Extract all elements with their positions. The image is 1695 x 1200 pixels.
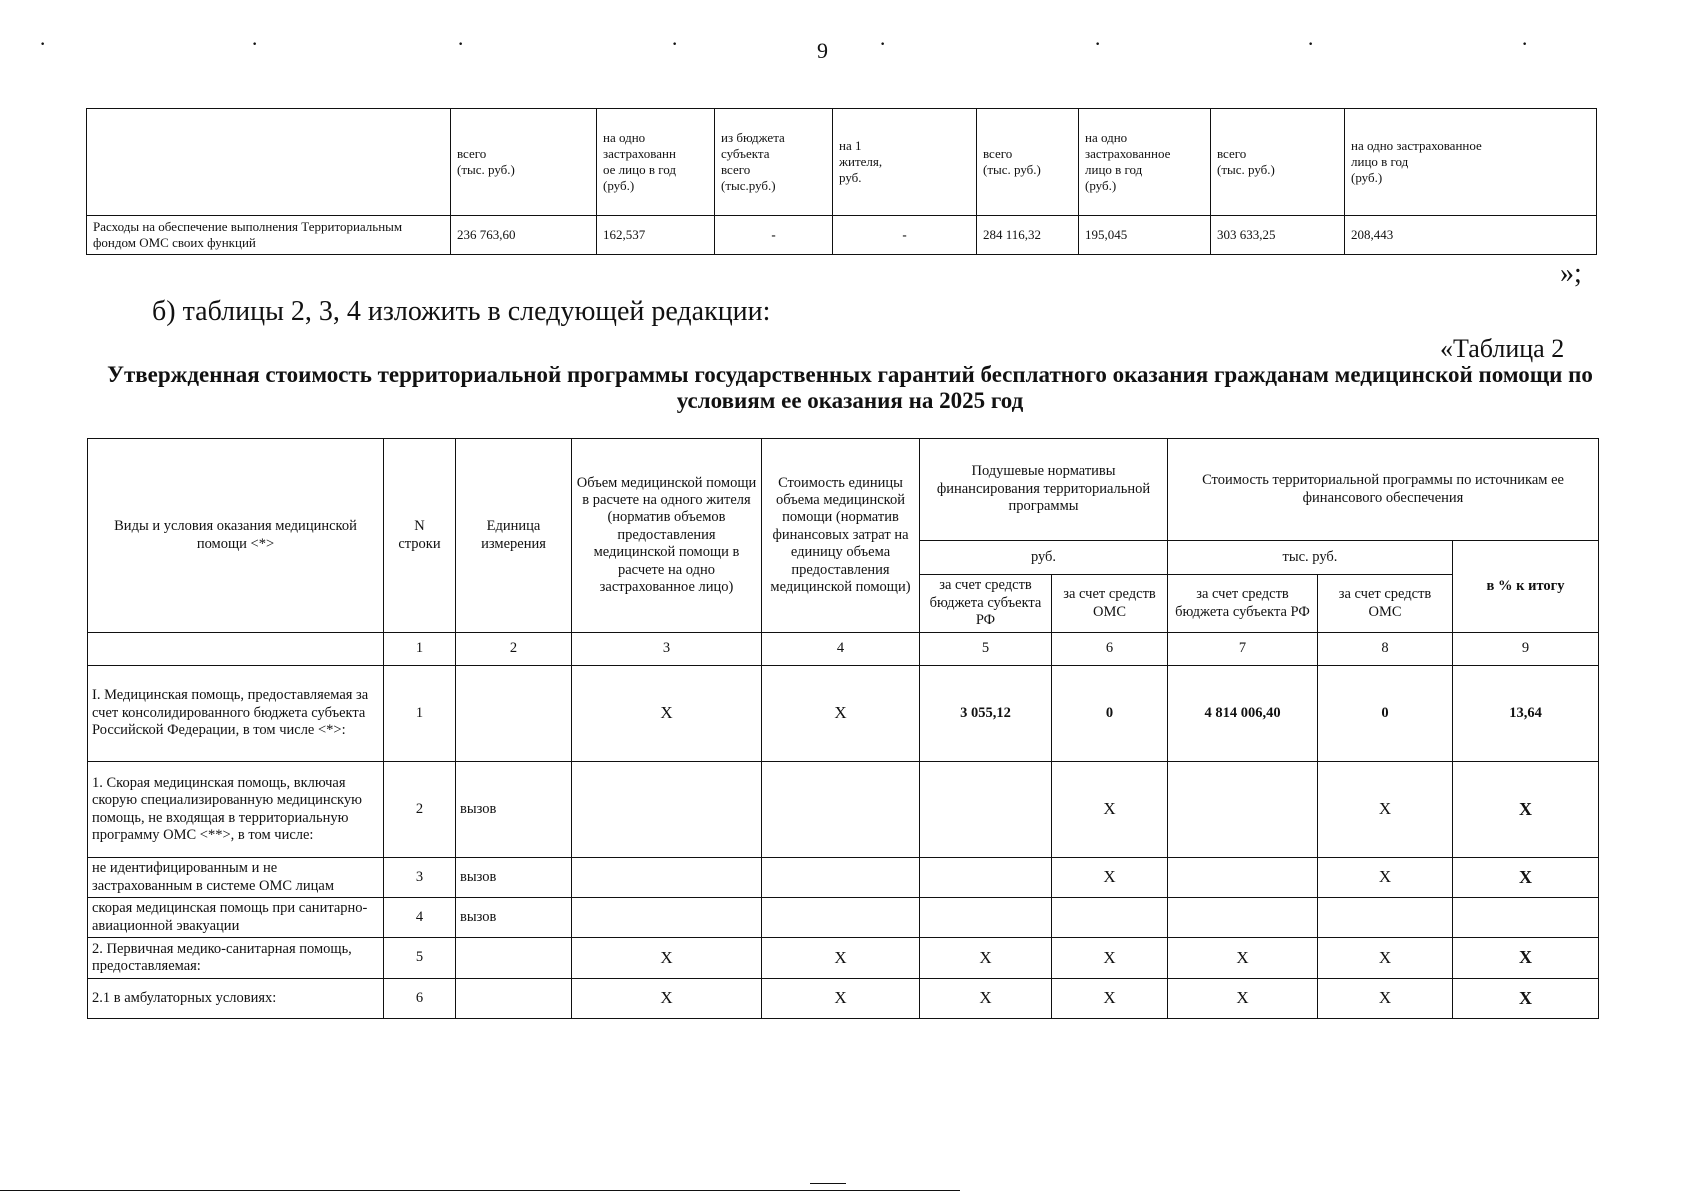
table-row — [88, 762, 1599, 858]
row-name: не идентифицированным и не застрахованным в системе ОМС лицам — [88, 858, 384, 898]
footer-dash — [810, 1183, 846, 1184]
top-header-cell — [833, 109, 977, 216]
row-budget-thrub: 4 814 006,40 — [1168, 666, 1318, 762]
table-row — [88, 898, 1599, 938]
main-table — [87, 438, 1599, 1019]
row-percent: Х — [1453, 938, 1599, 979]
column-number: 8 — [1318, 633, 1453, 666]
scan-mark: · — [1522, 36, 1528, 53]
header-budget-rub: за счет средств бюджета субъекта РФ — [920, 575, 1052, 633]
row-oms-thrub: Х — [1318, 979, 1453, 1019]
row-budget-thrub — [1168, 858, 1318, 898]
header-unit-text: Единица измерения — [481, 518, 546, 552]
top-table-header-row — [87, 109, 1597, 216]
table-row — [88, 938, 1599, 979]
row-budget-rub: 3 055,12 — [920, 666, 1052, 762]
row-oms-rub — [1052, 898, 1168, 938]
row-percent: 13,64 — [1453, 666, 1599, 762]
top-header-text: на одно застрахованное лицо в год (руб.) — [1351, 137, 1482, 186]
row-name: скорая медицинская помощь при санитарно-авиационной эвакуации — [88, 898, 384, 938]
top-table — [86, 108, 1597, 255]
top-header-cell — [597, 109, 715, 216]
header-budget-thrub: за счет средств бюджета субъекта РФ — [1168, 575, 1318, 633]
top-header-cell — [1079, 109, 1211, 216]
row-oms-rub: Х — [1052, 938, 1168, 979]
row-budget-rub: Х — [920, 979, 1052, 1019]
column-number: 2 — [456, 633, 572, 666]
column-number: 6 — [1052, 633, 1168, 666]
header-percent: в % к итогу — [1453, 541, 1599, 633]
top-header-text: на одно застрахованн ое лицо в год (руб.) — [603, 129, 676, 194]
header-oms-rub: за счет средств ОМС — [1052, 575, 1168, 633]
row-oms-thrub — [1318, 898, 1453, 938]
top-row-cell: 208,443 — [1345, 216, 1597, 255]
row-unit-cost: Х — [762, 666, 920, 762]
row-budget-rub: Х — [920, 938, 1052, 979]
scan-mark: · — [672, 36, 678, 53]
table-row — [88, 666, 1599, 762]
table-row — [88, 979, 1599, 1019]
row-budget-thrub — [1168, 898, 1318, 938]
row-unit-cost — [762, 898, 920, 938]
row-percent — [1453, 898, 1599, 938]
row-percent: Х — [1453, 979, 1599, 1019]
row-unit-cost: Х — [762, 938, 920, 979]
header-unit — [456, 439, 572, 633]
row-name: I. Медицинская помощь, предоставляемая за счет консолидированного бюджета субъекта Российской Федерации, в том числе <*>: — [88, 666, 384, 762]
top-header-text: из бюджета субъекта всего (тыс.руб.) — [721, 129, 785, 194]
scan-mark: · — [458, 36, 464, 53]
scan-mark: · — [252, 36, 258, 53]
row-volume: Х — [572, 979, 762, 1019]
scan-mark: · — [1308, 36, 1314, 53]
row-name: 1. Скорая медицинская помощь, включая скорую специализированную медицинскую помощь, не входящая в территориальную программу ОМС <**>, в том числе: — [88, 762, 384, 858]
column-number: 9 — [1453, 633, 1599, 666]
header-rub: руб. — [920, 541, 1168, 575]
top-header-cell — [87, 109, 451, 216]
row-unit — [456, 979, 572, 1019]
header-row-number-text: N строки — [398, 518, 441, 552]
top-header-text: на одно застрахованное лицо в год (руб.) — [1085, 129, 1171, 194]
row-number: 5 — [384, 938, 456, 979]
row-percent: Х — [1453, 858, 1599, 898]
row-oms-rub: Х — [1052, 762, 1168, 858]
row-name: 2.1 в амбулаторных условиях: — [88, 979, 384, 1019]
row-number: 2 — [384, 762, 456, 858]
header-thousand-rub: тыс. руб. — [1168, 541, 1453, 575]
top-header-cell — [1211, 109, 1345, 216]
column-number: 7 — [1168, 633, 1318, 666]
row-unit — [456, 666, 572, 762]
scan-mark: · — [40, 36, 46, 53]
column-numbers-row — [88, 633, 1599, 666]
row-budget-rub — [920, 858, 1052, 898]
row-budget-thrub: Х — [1168, 979, 1318, 1019]
header-program-cost: Стоимость территориальной программы по источникам ее финансового обеспечения — [1168, 439, 1599, 541]
column-number: 5 — [920, 633, 1052, 666]
top-row-cell: 195,045 — [1079, 216, 1211, 255]
row-oms-rub: 0 — [1052, 666, 1168, 762]
row-volume: Х — [572, 938, 762, 979]
top-row-cell: 236 763,60 — [451, 216, 597, 255]
table-row — [88, 858, 1599, 898]
row-oms-rub: Х — [1052, 858, 1168, 898]
main-title: Утвержденная стоимость территориальной программы государственных гарантий бесплатного оказания гражданам медицинской помощи по условиям ее оказания на 2025 год — [107, 362, 1593, 413]
row-volume — [572, 898, 762, 938]
row-oms-thrub: 0 — [1318, 666, 1453, 762]
top-row-cell: - — [715, 216, 833, 255]
closing-quote: »; — [1560, 258, 1582, 289]
row-oms-thrub: Х — [1318, 858, 1453, 898]
main-header-row-1 — [88, 439, 1599, 541]
row-unit-cost — [762, 762, 920, 858]
column-number-blank — [88, 633, 384, 666]
row-number: 4 — [384, 898, 456, 938]
column-number: 3 — [572, 633, 762, 666]
instruction-text: б) таблицы 2, 3, 4 изложить в следующей редакции: — [152, 296, 771, 327]
row-budget-rub — [920, 898, 1052, 938]
top-header-cell — [715, 109, 833, 216]
row-unit-cost: Х — [762, 979, 920, 1019]
row-unit — [456, 938, 572, 979]
top-row-cell: 284 116,32 — [977, 216, 1079, 255]
row-percent: Х — [1453, 762, 1599, 858]
scan-mark: · — [1095, 36, 1101, 53]
top-header-cell — [977, 109, 1079, 216]
row-oms-rub: Х — [1052, 979, 1168, 1019]
top-header-cell — [1345, 109, 1597, 216]
top-row-cell: 303 633,25 — [1211, 216, 1345, 255]
row-number: 1 — [384, 666, 456, 762]
header-unit-cost: Стоимость единицы объема медицинской помощи (норматив финансовых затрат на единицу объема предоставления медицинской помощи) — [762, 439, 920, 633]
top-header-text: всего (тыс. руб.) — [1217, 145, 1275, 177]
row-name: 2. Первичная медико-санитарная помощь, предоставляемая: — [88, 938, 384, 979]
row-number: 6 — [384, 979, 456, 1019]
header-kinds: Виды и условия оказания медицинской помощи <*> — [88, 439, 384, 633]
row-unit: вызов — [456, 762, 572, 858]
row-oms-thrub: Х — [1318, 938, 1453, 979]
row-unit: вызов — [456, 858, 572, 898]
row-oms-thrub: Х — [1318, 762, 1453, 858]
top-row-cell: - — [833, 216, 977, 255]
row-budget-rub — [920, 762, 1052, 858]
row-volume: Х — [572, 666, 762, 762]
row-budget-thrub — [1168, 762, 1318, 858]
scan-mark: · — [880, 36, 886, 53]
row-number: 3 — [384, 858, 456, 898]
top-header-text: на 1 жителя, руб. — [839, 137, 883, 186]
page-number: 9 — [817, 38, 828, 63]
row-budget-thrub: Х — [1168, 938, 1318, 979]
footer-rule — [0, 1190, 960, 1191]
top-row-cell: 162,537 — [597, 216, 715, 255]
header-row-number — [384, 439, 456, 633]
row-unit: вызов — [456, 898, 572, 938]
row-unit-cost — [762, 858, 920, 898]
table-label: «Таблица 2 — [1440, 334, 1565, 363]
top-table-row — [87, 216, 1597, 255]
header-per-capita: Подушевые нормативы финансирования территориальной программы — [920, 439, 1168, 541]
top-header-text: всего (тыс. руб.) — [457, 145, 515, 177]
top-row-label: Расходы на обеспечение выполнения Территориальным фондом ОМС своих функций — [87, 216, 451, 255]
header-oms-thrub: за счет средств ОМС — [1318, 575, 1453, 633]
column-number: 1 — [384, 633, 456, 666]
top-header-cell — [451, 109, 597, 216]
row-volume — [572, 762, 762, 858]
column-number: 4 — [762, 633, 920, 666]
row-volume — [572, 858, 762, 898]
header-volume: Объем медицинской помощи в расчете на одного жителя (норматив объемов предоставления медицинской помощи в расчете на одно застрахованное лицо) — [572, 439, 762, 633]
top-header-text: всего (тыс. руб.) — [983, 145, 1041, 177]
